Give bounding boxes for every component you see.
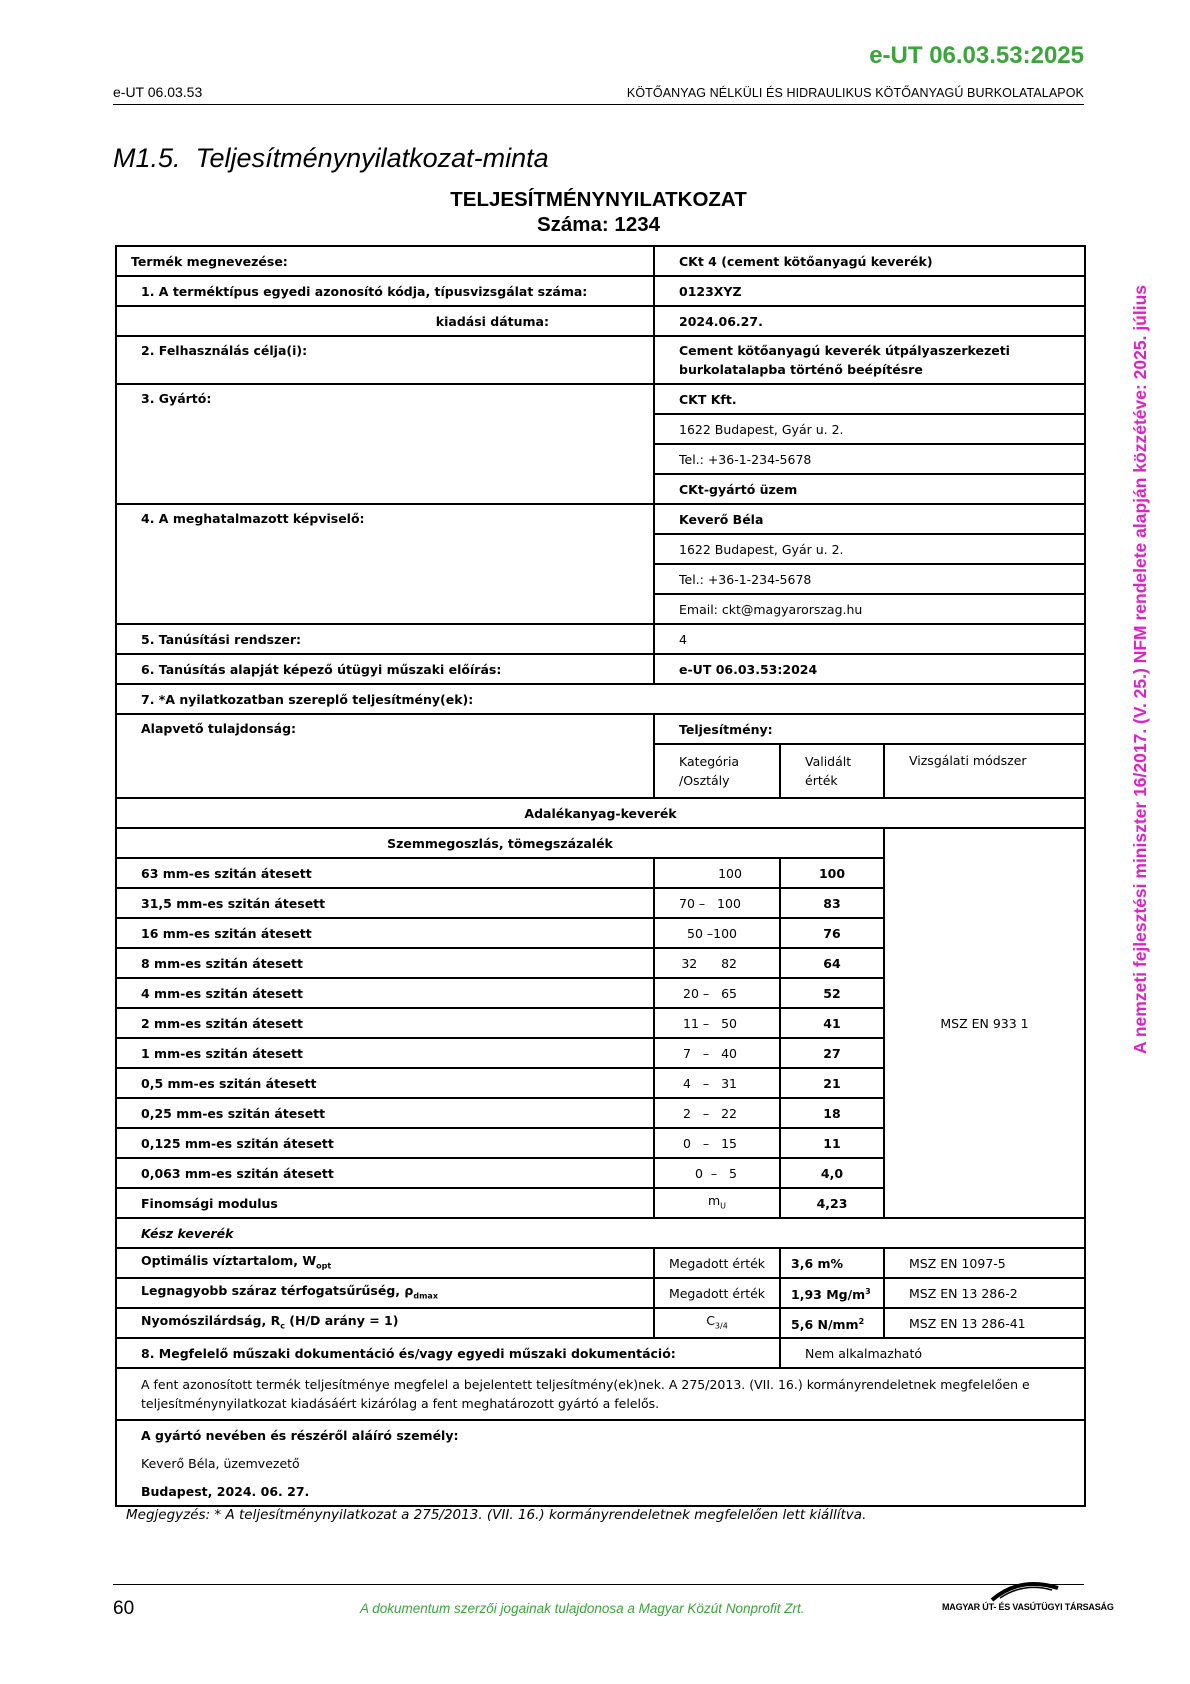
finished-mix-row — [116, 1248, 1085, 1278]
finished-mix-row — [116, 1308, 1085, 1338]
grading-row-range: 0 – 5 — [654, 1158, 780, 1188]
grading-row-range: 100 — [654, 858, 780, 888]
grading-row-range: 11 – 50 — [654, 1008, 780, 1038]
finished-row-label: Nyomószilárdság, $R_c$ (H/D arány = 1) — [116, 1308, 654, 1338]
grading-row-range: 70 – 100 — [654, 888, 780, 918]
aggregate-mix-heading: Adalékanyag-keverék — [116, 798, 1085, 828]
documentation-label: 8. Megfelelő műszaki dokumentáció és/vagy egyedi műszaki dokumentáció: — [116, 1338, 780, 1368]
value-column-header: Validált érték — [780, 744, 884, 798]
finished-row-category: $C_{3/4}$ — [654, 1308, 780, 1338]
header-left-code: e-UT 06.03.53 — [113, 84, 203, 100]
grading-method: MSZ EN 933 1 — [884, 828, 1085, 1218]
product-value: CKt 4 (cement kötőanyagú keverék) — [654, 246, 1085, 276]
date-value: 2024.06.27. — [654, 306, 1085, 336]
maker-tel: Tel.: +36-1-234-5678 — [654, 444, 1085, 474]
declaration-table — [115, 245, 1086, 1507]
grading-row-value: 64 — [780, 948, 884, 978]
grading-row-range: 4 – 31 — [654, 1068, 780, 1098]
date-label: kiadási dátuma: — [116, 306, 654, 336]
header-rule — [113, 104, 1084, 105]
finished-row-label: Optimális víztartalom, $W_{opt}$ — [116, 1248, 654, 1278]
use-label: 2. Felhasználás célja(i): — [116, 336, 654, 384]
rep-label: 4. A meghatalmazott képviselő: — [116, 504, 654, 624]
grading-row-label: Finomsági modulus — [116, 1188, 654, 1218]
grading-row-value: 41 — [780, 1008, 884, 1038]
grading-row-label: 0,5 mm-es szitán átesett — [116, 1068, 654, 1098]
grading-row-value: 76 — [780, 918, 884, 948]
signer-label: A gyártó nevében és részéről aláíró személy: — [116, 1420, 1085, 1449]
performance-label: Teljesítmény: — [654, 714, 1085, 744]
rep-email: Email: ckt@magyarorszag.hu — [654, 594, 1085, 624]
finished-mix-heading: Kész keverék — [116, 1218, 1085, 1248]
conformity-statement: A fent azonosított termék teljesítménye megfelel a bejelentett teljesítmény(ek)nek. A 275/2013. (VII. 16.) kormányrendeletnek megfelelően e teljesítménynyilatkozat kiadásáért kizárólag a fent meghatározott gyártó a felelős. — [116, 1368, 1085, 1420]
finished-row-category: Megadott érték — [654, 1248, 780, 1278]
document-code-highlight: e-UT 06.03.53:2025 — [869, 42, 1084, 69]
basic-property-label: Alapvető tulajdonság: — [116, 714, 654, 798]
finished-row-method: MSZ EN 1097-5 — [884, 1248, 1085, 1278]
id-value: 0123XYZ — [654, 276, 1085, 306]
grading-row-value: 11 — [780, 1128, 884, 1158]
finished-row-value: 3,6 m% — [780, 1248, 884, 1278]
finished-row-value: 1,93 $Mg/m^3$ — [780, 1278, 884, 1308]
grading-row-range: 50 –100 — [654, 918, 780, 948]
organization-logo-text: MAGYAR ÚT- ÉS VASÚTÜGYI TÁRSASÁG — [942, 1602, 1114, 1612]
spec-label: 6. Tanúsítás alapját képező útügyi műszaki előírás: — [116, 654, 654, 684]
grading-row-range: 2 – 22 — [654, 1098, 780, 1128]
maker-name: CKT Kft. — [654, 384, 1085, 414]
copyright-notice: A dokumentum szerzői jogainak tulajdonosa a Magyar Közút Nonprofit Zrt. — [360, 1601, 805, 1616]
signer-name: Keverő Béla, üzemvezető — [116, 1449, 1085, 1477]
finished-row-category: Megadott érték — [654, 1278, 780, 1308]
fineness-symbol: $m_U$ — [654, 1188, 780, 1218]
grading-row-range: 7 – 40 — [654, 1038, 780, 1068]
grading-row-label: 1 mm-es szitán átesett — [116, 1038, 654, 1068]
declaration-number: Száma: 1234 — [536, 213, 661, 236]
use-value: Cement kötőanyagú keverék útpályaszerkezeti burkolatalapba történő beépítésre — [654, 336, 1085, 384]
cert-value: 4 — [654, 624, 1085, 654]
grading-row-label: 31,5 mm-es szitán átesett — [116, 888, 654, 918]
signer-place-date: Budapest, 2024. 06. 27. — [116, 1477, 1085, 1506]
grading-row-label: 16 mm-es szitán átesett — [116, 918, 654, 948]
maker-label: 3. Gyártó: — [116, 384, 654, 504]
finished-row-label: Legnagyobb száraz térfogatsűrűség, $\rho_{dmax}$ — [116, 1278, 654, 1308]
grading-row-label: 4 mm-es szitán átesett — [116, 978, 654, 1008]
rep-address: 1622 Budapest, Gyár u. 2. — [654, 534, 1085, 564]
maker-plant: CKt-gyártó üzem — [654, 474, 1085, 504]
grading-row-range: 32 82 — [654, 948, 780, 978]
logo-arc-icon — [990, 1576, 1060, 1604]
grading-row-value: 27 — [780, 1038, 884, 1068]
grading-row-label: 0,125 mm-es szitán átesett — [116, 1128, 654, 1158]
maker-address: 1622 Budapest, Gyár u. 2. — [654, 414, 1085, 444]
header-right-title: KÖTŐANYAG NÉLKÜLI ÉS HIDRAULIKUS KÖTŐANYAGÚ BURKOLATALAPOK — [626, 86, 1084, 100]
grading-row-value: 4,23 — [780, 1188, 884, 1218]
rep-tel: Tel.: +36-1-234-5678 — [654, 564, 1085, 594]
grading-row-label: 8 mm-es szitán átesett — [116, 948, 654, 978]
grading-row-label: 2 mm-es szitán átesett — [116, 1008, 654, 1038]
grading-row-value: 83 — [780, 888, 884, 918]
section-title: M1.5. Teljesítménynyilatkozat-minta — [113, 143, 549, 173]
grading-row-value: 21 — [780, 1068, 884, 1098]
grading-row-range: 0 – 15 — [654, 1128, 780, 1158]
performance-heading: 7. *A nyilatkozatban szereplő teljesítmény(ek): — [116, 684, 1085, 714]
documentation-value: Nem alkalmazható — [780, 1338, 1085, 1368]
finished-row-method: MSZ EN 13 286-2 — [884, 1278, 1085, 1308]
rep-name: Keverő Béla — [654, 504, 1085, 534]
category-column-header: Kategória /Osztály — [654, 744, 780, 798]
grading-row-value: 100 — [780, 858, 884, 888]
finished-mix-row — [116, 1278, 1085, 1308]
grading-row-range: 20 – 65 — [654, 978, 780, 1008]
grading-row-label: 0,25 mm-es szitán átesett — [116, 1098, 654, 1128]
page-number: 60 — [113, 1598, 135, 1619]
grading-row-label: 63 mm-es szitán átesett — [116, 858, 654, 888]
grading-heading: Szemmegoszlás, tömegszázalék — [116, 828, 884, 858]
grading-row-label: 0,063 mm-es szitán átesett — [116, 1158, 654, 1188]
cert-label: 5. Tanúsítási rendszer: — [116, 624, 654, 654]
grading-row-value: 18 — [780, 1098, 884, 1128]
footer-rule — [113, 1584, 1084, 1585]
finished-row-value: 5,6 $N/mm^2$ — [780, 1308, 884, 1338]
finished-row-method: MSZ EN 13 286-41 — [884, 1308, 1085, 1338]
spec-value: e-UT 06.03.53:2024 — [654, 654, 1085, 684]
footnote: Megjegyzés: * A teljesítménynyilatkozat a 275/2013. (VII. 16.) kormányrendeletnek megfelelően lett kiállítva. — [126, 1507, 867, 1523]
publication-side-note: A nemzeti fejlesztési miniszter 16/2017. (V. 25.) NFM rendelete alapján közzétéve: 2025. július — [1130, 284, 1150, 1054]
id-label: 1. A terméktípus egyedi azonosító kódja, típusvizsgálat száma: — [116, 276, 654, 306]
grading-row-value: 4,0 — [780, 1158, 884, 1188]
product-label: Termék megnevezése: — [116, 246, 654, 276]
declaration-title: TELJESÍTMÉNYNYILATKOZAT — [450, 188, 747, 211]
grading-row-value: 52 — [780, 978, 884, 1008]
method-column-header: Vizsgálati módszer — [884, 744, 1085, 798]
